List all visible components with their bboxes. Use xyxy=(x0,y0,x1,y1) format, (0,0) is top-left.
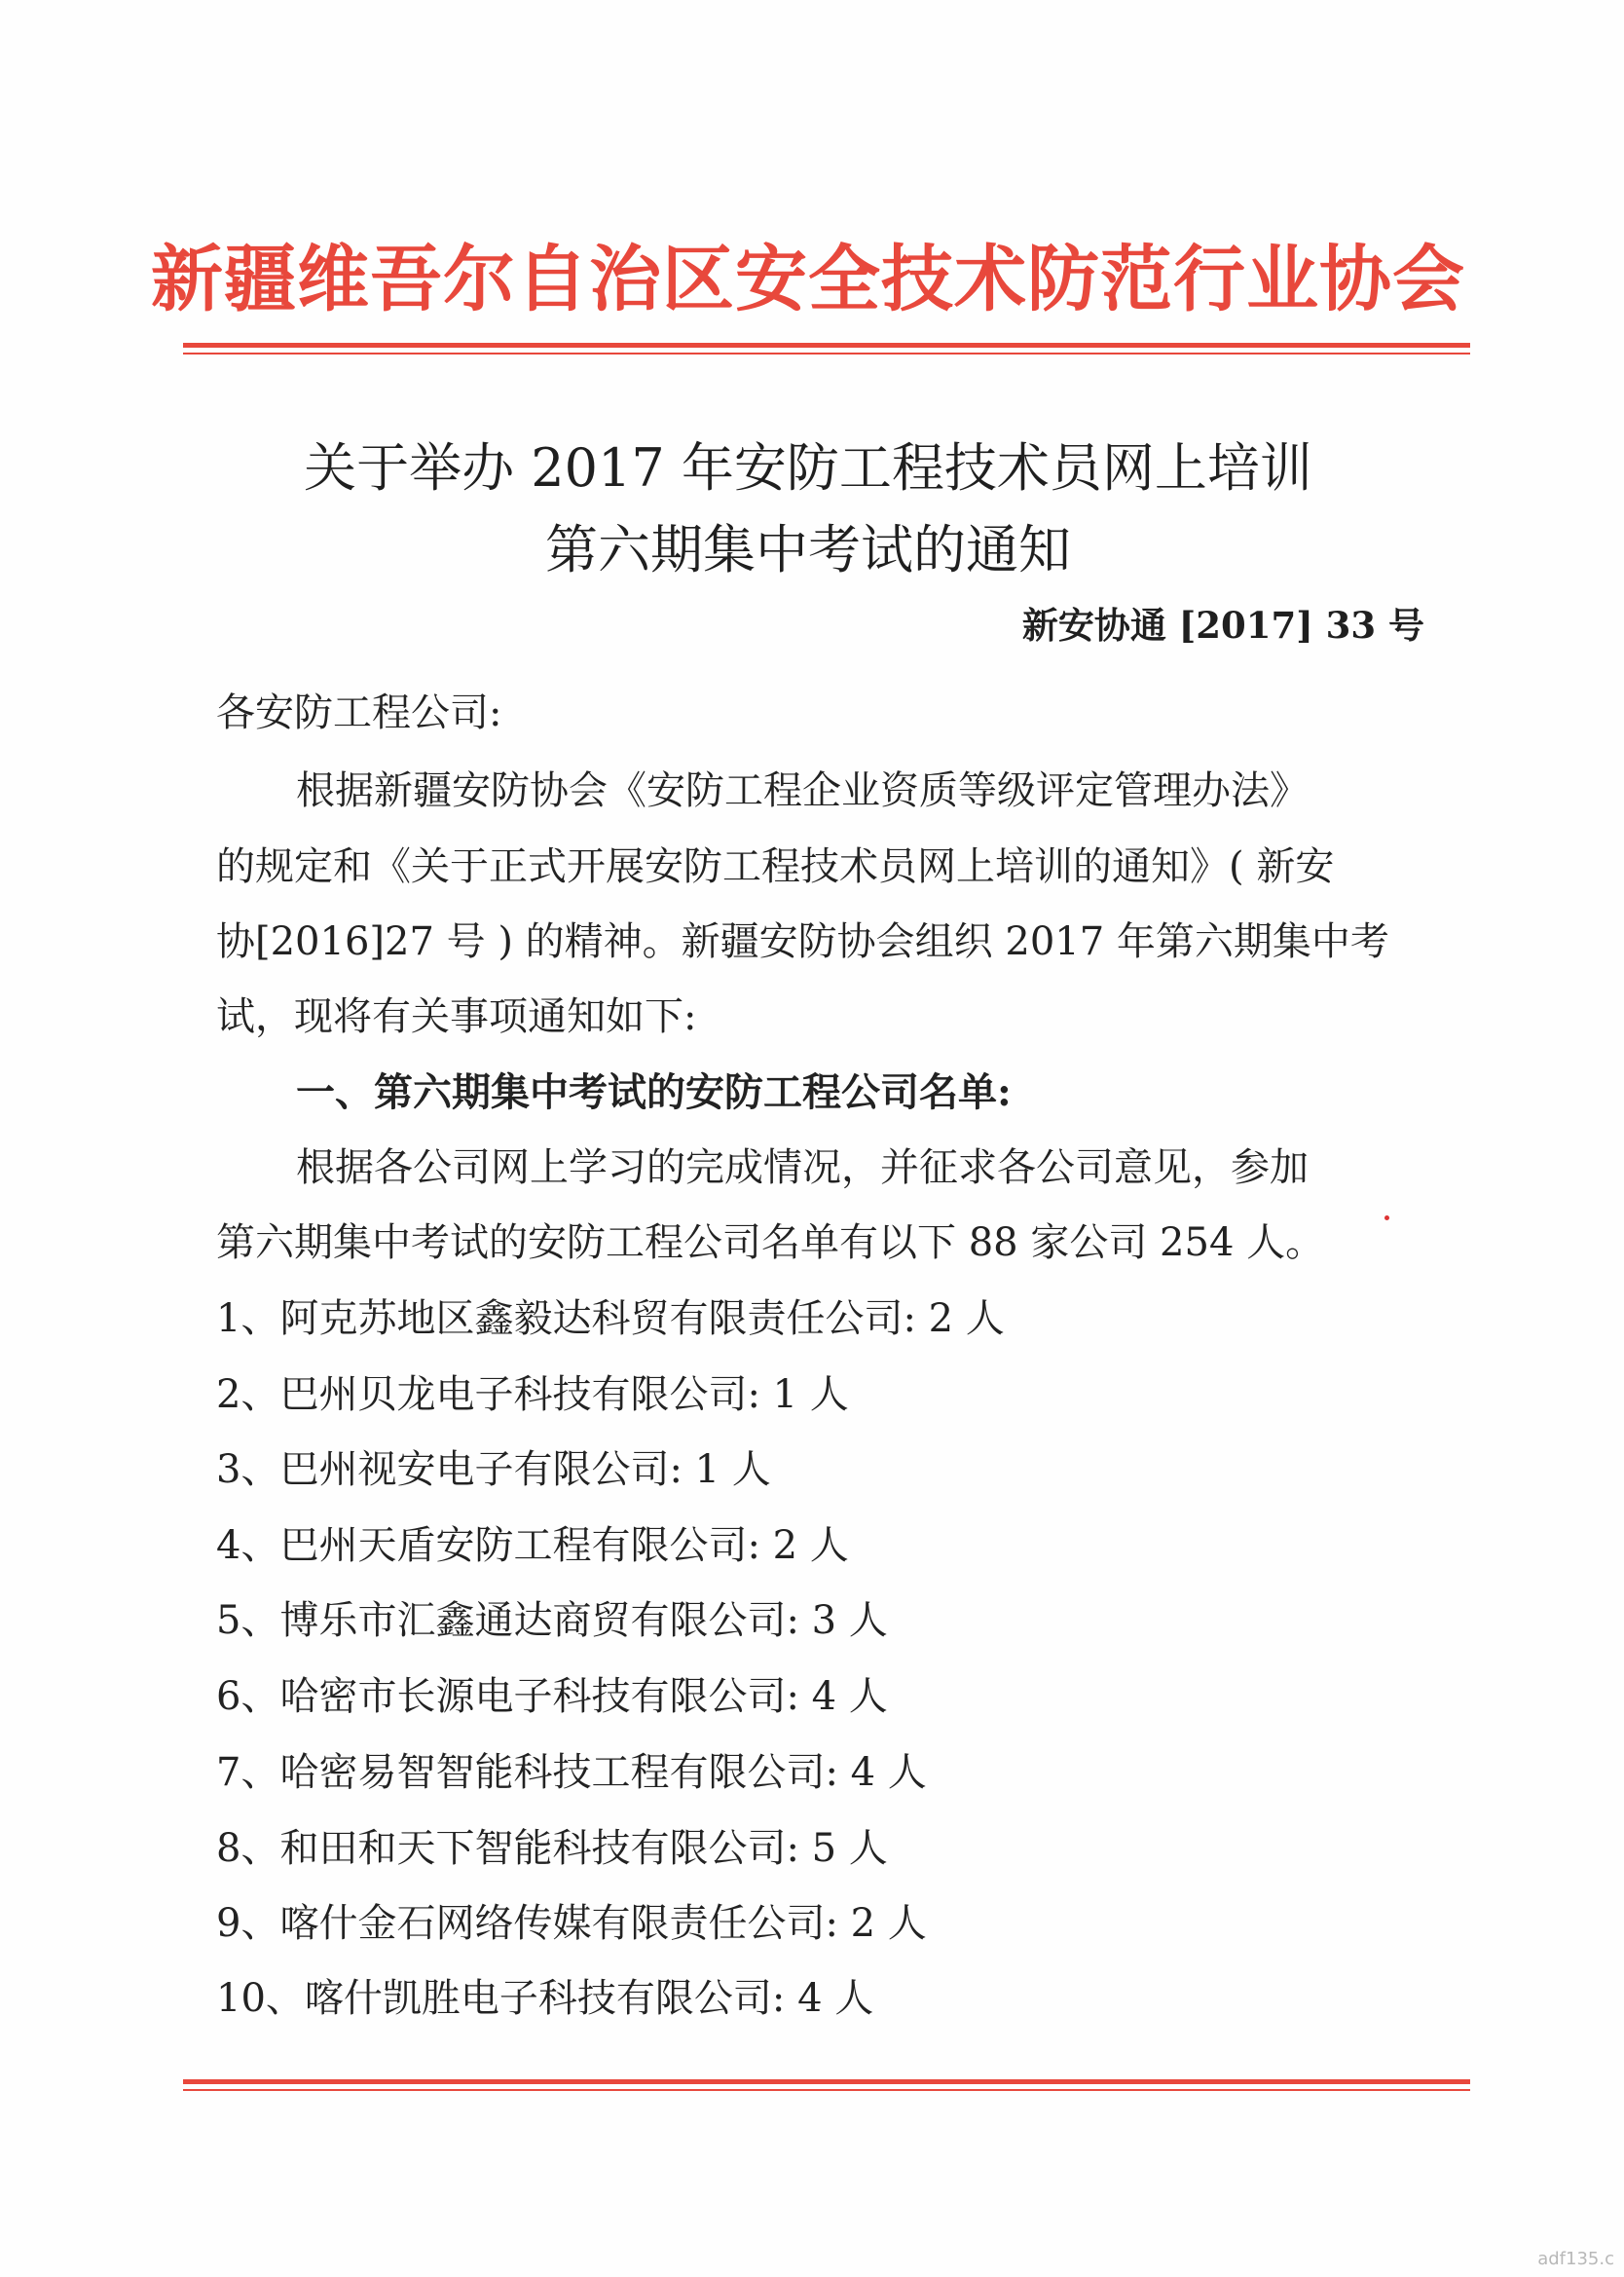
list-item: 6、哈密市长源电子科技有限公司: 4 人 xyxy=(216,1674,888,1719)
list-item: 1、阿克苏地区鑫毅达科贸有限责任公司: 2 人 xyxy=(216,1296,1005,1341)
list-item: 4、巴州天盾安防工程有限公司: 2 人 xyxy=(216,1523,849,1568)
paragraph-line: 协[2016]27 号 ) 的精神。新疆安防协会组织 2017 年第六期集中考 xyxy=(216,919,1389,964)
letterhead-rule-thin xyxy=(183,353,1470,355)
letterhead-rule-thick xyxy=(183,343,1470,348)
salutation: 各安防工程公司: xyxy=(216,691,502,735)
footer-rule-thin xyxy=(183,2089,1470,2091)
watermark-text: adf135.c xyxy=(1537,2249,1614,2269)
list-item: 3、巴州视安电子有限公司: 1 人 xyxy=(216,1447,771,1492)
list-item: 10、喀什凯胜电子科技有限公司: 4 人 xyxy=(216,1976,874,2021)
list-item: 8、和田和天下智能科技有限公司: 5 人 xyxy=(216,1826,888,1871)
paragraph-line: 根据新疆安防协会《安防工程企业资质等级评定管理办法》 xyxy=(296,768,1309,813)
document-number: 新安协通 [2017] 33 号 xyxy=(1021,604,1424,647)
notice-title-line2: 第六期集中考试的通知 xyxy=(545,519,1071,580)
red-ink-dot xyxy=(1384,1215,1389,1220)
footer-rule-thick xyxy=(183,2079,1470,2084)
section-heading: 一、第六期集中考试的安防工程公司名单: xyxy=(296,1069,1012,1115)
list-item: 9、喀什金石网络传媒有限责任公司: 2 人 xyxy=(216,1901,927,1946)
paragraph-line: 第六期集中考试的安防工程公司名单有以下 88 家公司 254 人。 xyxy=(216,1220,1325,1265)
paragraph-line: 根据各公司网上学习的完成情况，并征求各公司意见，参加 xyxy=(296,1145,1309,1190)
list-item: 5、博乐市汇鑫通达商贸有限公司: 3 人 xyxy=(216,1598,888,1643)
list-item: 7、哈密易智智能科技工程有限公司: 4 人 xyxy=(216,1750,927,1795)
paragraph-line: 的规定和《关于正式开展安防工程技术员网上培训的通知》( 新安 xyxy=(216,844,1335,889)
paragraph-line: 试，现将有关事项通知如下: xyxy=(216,994,697,1039)
notice-title-line1: 关于举办 2017 年安防工程技术员网上培训 xyxy=(304,437,1312,499)
list-item: 2、巴州贝龙电子科技有限公司: 1 人 xyxy=(216,1372,849,1417)
letterhead-org-name: 新疆维吾尔自治区安全技术防范行业协会 xyxy=(151,238,1465,321)
